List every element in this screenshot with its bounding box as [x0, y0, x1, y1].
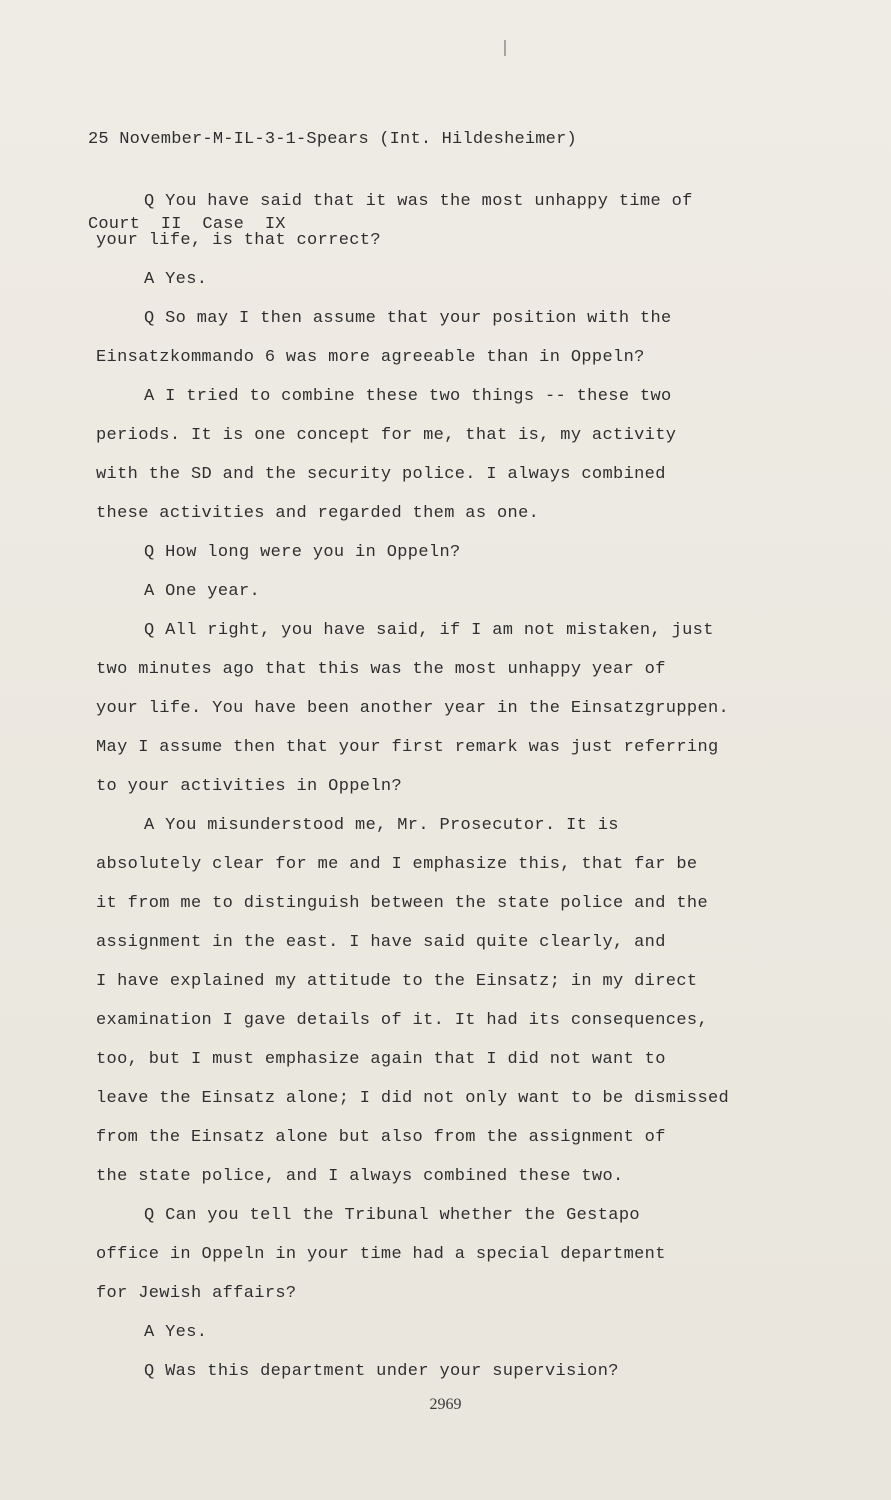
transcript-line: Q How long were you in Oppeln? — [144, 543, 461, 562]
transcript-line: Q You have said that it was the most unhappy time of — [144, 192, 693, 211]
transcript-line: A You misunderstood me, Mr. Prosecutor. It is — [144, 816, 619, 835]
transcript-line: these activities and regarded them as one. — [96, 504, 540, 523]
transcript-line: your life. You have been another year in the Einsatzgruppen. — [96, 699, 730, 718]
transcript-line: Q So may I then assume that your position with the — [144, 309, 672, 328]
transcript-line: A Yes. — [144, 270, 208, 289]
transcript-line: the state police, and I always combined these two. — [96, 1167, 624, 1186]
transcript-line: two minutes ago that this was the most unhappy year of — [96, 660, 666, 679]
header-session-line: 25 November-M-IL-3-1-Spears (Int. Hildesheimer) — [88, 130, 577, 149]
transcript-line: May I assume then that your first remark was just referring — [96, 738, 719, 757]
transcript-line: Q All right, you have said, if I am not mistaken, just — [144, 621, 714, 640]
transcript-line: A One year. — [144, 582, 261, 601]
transcript-line: A I tried to combine these two things -- these two — [144, 387, 672, 406]
transcript-line: with the SD and the security police. I always combined — [96, 465, 666, 484]
transcript-line: from the Einsatz alone but also from the assignment of — [96, 1128, 666, 1147]
transcript-line: leave the Einsatz alone; I did not only want to be dismissed — [96, 1089, 730, 1108]
transcript-body — [96, 182, 816, 1391]
transcript-line: to your activities in Oppeln? — [96, 777, 402, 796]
transcript-line: I have explained my attitude to the Einsatz; in my direct — [96, 972, 698, 991]
header-court-line: Court II Case IX — [88, 215, 286, 234]
transcript-line: assignment in the east. I have said quite clearly, and — [96, 933, 666, 952]
transcript-line: A Yes. — [144, 1323, 208, 1342]
transcript-line: examination I gave details of it. It had its consequences, — [96, 1011, 708, 1030]
transcript-line: your life, is that correct? — [96, 231, 381, 250]
transcript-line: office in Oppeln in your time had a special department — [96, 1245, 666, 1264]
transcript-line: too, but I must emphasize again that I did not want to — [96, 1050, 666, 1069]
transcript-line: Q Can you tell the Tribunal whether the Gestapo — [144, 1206, 640, 1225]
transcript-line: periods. It is one concept for me, that is, my activity — [96, 426, 677, 445]
page-number: 2969 — [429, 1396, 462, 1413]
transcript-line: Q Was this department under your supervision? — [144, 1362, 619, 1381]
transcript-line: for Jewish affairs? — [96, 1284, 297, 1303]
transcript-line: Einsatzkommando 6 was more agreeable than in Oppeln? — [96, 348, 645, 367]
transcript-line: it from me to distinguish between the state police and the — [96, 894, 708, 913]
transcript-line: absolutely clear for me and I emphasize this, that far be — [96, 855, 698, 874]
pencil-mark — [504, 40, 506, 56]
